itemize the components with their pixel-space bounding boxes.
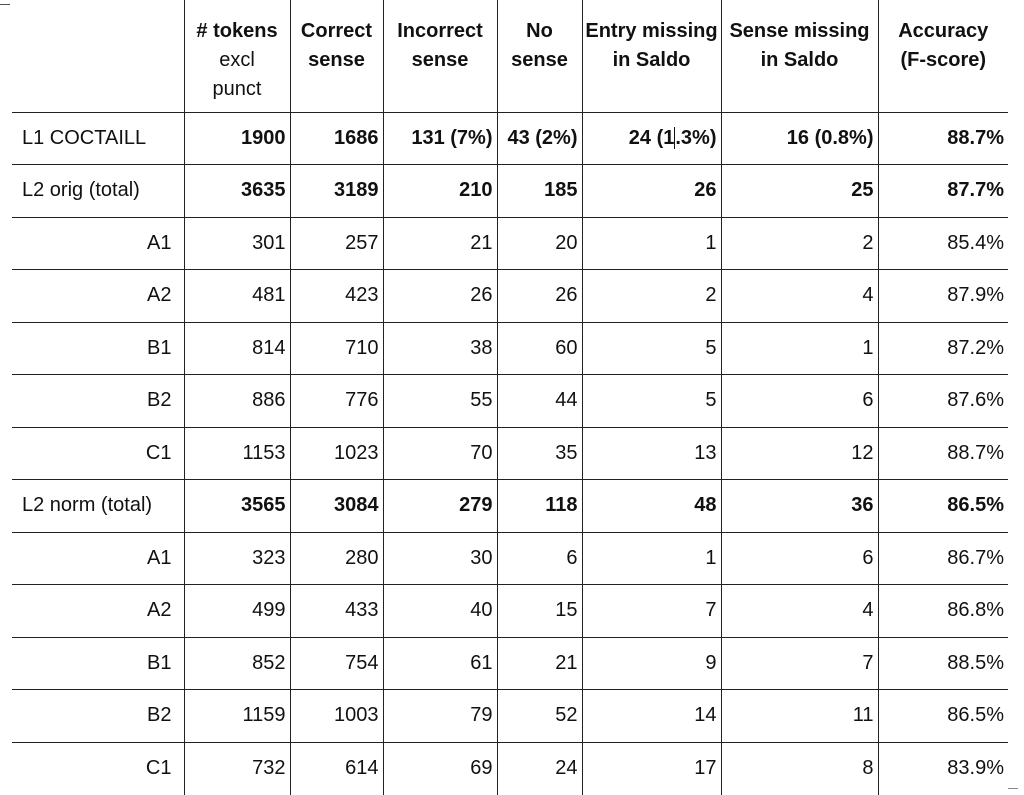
- cell-tokens: 3635: [184, 165, 290, 218]
- cell-tokens: 323: [184, 532, 290, 585]
- cell-no-sense: 35: [497, 427, 582, 480]
- header-tokens-line1: # tokens: [196, 20, 278, 42]
- cell-incorrect: 79: [383, 690, 497, 743]
- cell-sense-missing: 6: [721, 532, 878, 585]
- row-label: B1: [12, 322, 184, 375]
- cell-no-sense: 185: [497, 165, 582, 218]
- cell-sense-missing: 4: [721, 270, 878, 323]
- header-sense-missing-line1: Sense missing: [729, 20, 870, 42]
- cell-incorrect: 70: [383, 427, 497, 480]
- row-label: B2: [12, 690, 184, 743]
- header-tokens-line3: punct: [212, 78, 262, 100]
- cell-entry-missing: 48: [582, 480, 721, 533]
- cell-correct: 3084: [290, 480, 383, 533]
- cell-sense-missing: 16 (0.8%): [721, 112, 878, 165]
- cell-incorrect: 21: [383, 217, 497, 270]
- header-incorrect: [383, 0, 497, 112]
- cell-correct: 776: [290, 375, 383, 428]
- cell-correct: 423: [290, 270, 383, 323]
- header-tokens: [184, 0, 290, 112]
- header-correct-line1: Correct: [300, 20, 373, 42]
- table-row: [12, 217, 1008, 270]
- cell-tokens: 301: [184, 217, 290, 270]
- row-label: A2: [12, 585, 184, 638]
- header-accuracy-line2: (F-score): [900, 49, 987, 71]
- table-row: [12, 427, 1008, 480]
- cell-correct: 614: [290, 742, 383, 795]
- cell-accuracy: 86.5%: [878, 690, 1008, 743]
- cell-no-sense: 21: [497, 637, 582, 690]
- cell-sense-missing: 7: [721, 637, 878, 690]
- cell-tokens: 1159: [184, 690, 290, 743]
- cell-correct: 1686: [290, 112, 383, 165]
- cell-accuracy: 88.7%: [878, 427, 1008, 480]
- cell-sense-missing: 11: [721, 690, 878, 743]
- header-empty: [12, 0, 184, 112]
- header-accuracy: [878, 0, 1008, 112]
- cell-tokens: 481: [184, 270, 290, 323]
- table-row: [12, 690, 1008, 743]
- row-label: L2 orig (total): [12, 165, 184, 218]
- header-incorrect-line1: Incorrect: [397, 20, 483, 42]
- header-entry-missing-line2: in Saldo: [612, 49, 691, 71]
- cell-incorrect: 279: [383, 480, 497, 533]
- cell-sense-missing: 2: [721, 217, 878, 270]
- results-table: [12, 0, 1008, 795]
- cell-entry-missing: 5: [582, 322, 721, 375]
- header-no-sense-line1: No: [526, 20, 553, 42]
- cell-entry-missing-part2: .3%): [675, 126, 717, 149]
- cell-sense-missing: 25: [721, 165, 878, 218]
- cell-sense-missing: 4: [721, 585, 878, 638]
- header-no-sense-line2: sense: [511, 49, 568, 71]
- cell-entry-missing: 5: [582, 375, 721, 428]
- header-row: [12, 0, 1008, 112]
- cell-tokens: 499: [184, 585, 290, 638]
- cell-tokens: 732: [184, 742, 290, 795]
- cell-entry-missing: 26: [582, 165, 721, 218]
- cell-entry-missing: 2: [582, 270, 721, 323]
- table-row: [12, 585, 1008, 638]
- row-label: B2: [12, 375, 184, 428]
- cell-accuracy: 87.7%: [878, 165, 1008, 218]
- cell-incorrect: 131 (7%): [383, 112, 497, 165]
- table-row: [12, 322, 1008, 375]
- cell-tokens: 3565: [184, 480, 290, 533]
- cell-correct: 1003: [290, 690, 383, 743]
- table-row: [12, 112, 1008, 165]
- cell-no-sense: 118: [497, 480, 582, 533]
- header-no-sense: [497, 0, 582, 112]
- cell-no-sense: 24: [497, 742, 582, 795]
- cell-sense-missing: 6: [721, 375, 878, 428]
- header-tokens-line2: excl: [219, 49, 255, 71]
- table-row: [12, 375, 1008, 428]
- cell-entry-missing: 13: [582, 427, 721, 480]
- cell-incorrect: 210: [383, 165, 497, 218]
- cell-incorrect: 26: [383, 270, 497, 323]
- header-correct: [290, 0, 383, 112]
- cell-accuracy: 86.8%: [878, 585, 1008, 638]
- cell-entry-missing: 9: [582, 637, 721, 690]
- cell-sense-missing: 36: [721, 480, 878, 533]
- cell-incorrect: 30: [383, 532, 497, 585]
- cell-no-sense: 26: [497, 270, 582, 323]
- table-row: [12, 480, 1008, 533]
- table-row: [12, 742, 1008, 795]
- table-row: [12, 637, 1008, 690]
- table-row: [12, 270, 1008, 323]
- cell-accuracy: 87.9%: [878, 270, 1008, 323]
- cell-tokens: 1900: [184, 112, 290, 165]
- cell-accuracy: 85.4%: [878, 217, 1008, 270]
- cell-incorrect: 69: [383, 742, 497, 795]
- cell-correct: 710: [290, 322, 383, 375]
- cell-entry-missing: 7: [582, 585, 721, 638]
- bottom-mark: [1008, 788, 1018, 789]
- header-correct-line2: sense: [308, 49, 365, 71]
- cell-correct: 257: [290, 217, 383, 270]
- cell-entry-missing: 14: [582, 690, 721, 743]
- cell-no-sense: 44: [497, 375, 582, 428]
- header-accuracy-line1: Accuracy: [898, 20, 989, 42]
- cell-sense-missing: 12: [721, 427, 878, 480]
- cell-tokens: 814: [184, 322, 290, 375]
- header-entry-missing: [582, 0, 721, 112]
- cell-no-sense: 60: [497, 322, 582, 375]
- table-row: [12, 165, 1008, 218]
- row-label: L1 COCTAILL: [12, 112, 184, 165]
- row-label: A1: [12, 532, 184, 585]
- cell-incorrect: 55: [383, 375, 497, 428]
- corner-mark: [0, 4, 10, 5]
- header-sense-missing: [721, 0, 878, 112]
- row-label: C1: [12, 742, 184, 795]
- cell-accuracy: 83.9%: [947, 757, 1004, 779]
- cell-no-sense: 43 (2%): [497, 112, 582, 165]
- cell-correct: 3189: [290, 165, 383, 218]
- cell-entry-missing: [582, 112, 721, 165]
- row-label: A1: [12, 217, 184, 270]
- cell-incorrect: 40: [383, 585, 497, 638]
- cell-accuracy: 88.7%: [878, 112, 1008, 165]
- cell-correct: 280: [290, 532, 383, 585]
- cell-accuracy: 86.7%: [878, 532, 1008, 585]
- cell-entry-missing: 1: [582, 532, 721, 585]
- cell-correct: 754: [290, 637, 383, 690]
- table-row: [12, 532, 1008, 585]
- header-incorrect-line2: sense: [411, 49, 469, 71]
- cell-no-sense: 52: [497, 690, 582, 743]
- cell-accuracy: 87.2%: [878, 322, 1008, 375]
- cell-incorrect: 61: [383, 637, 497, 690]
- header-entry-missing-line1: Entry missing: [585, 20, 718, 42]
- row-label: A2: [12, 270, 184, 323]
- cell-sense-missing: 1: [721, 322, 878, 375]
- cell-correct: 433: [290, 585, 383, 638]
- row-label: B1: [12, 637, 184, 690]
- cell-tokens: 886: [184, 375, 290, 428]
- cell-no-sense: 6: [497, 532, 582, 585]
- header-sense-missing-line2: in Saldo: [760, 49, 839, 71]
- cell-tokens: 1153: [184, 427, 290, 480]
- cell-tokens: 852: [184, 637, 290, 690]
- cell-entry-missing-part1: 24 (1: [628, 126, 675, 149]
- cell-accuracy: 86.5%: [878, 480, 1008, 533]
- cell-incorrect: 38: [383, 322, 497, 375]
- row-label: C1: [12, 427, 184, 480]
- cell-accuracy: 87.6%: [878, 375, 1008, 428]
- cell-correct: 1023: [290, 427, 383, 480]
- cell-no-sense: 20: [497, 217, 582, 270]
- cell-accuracy: 88.5%: [878, 637, 1008, 690]
- row-label: L2 norm (total): [12, 480, 184, 533]
- cell-no-sense: 15: [497, 585, 582, 638]
- cell-entry-missing: 1: [582, 217, 721, 270]
- cell-sense-missing: 8: [721, 742, 878, 795]
- cell-entry-missing: 17: [582, 742, 721, 795]
